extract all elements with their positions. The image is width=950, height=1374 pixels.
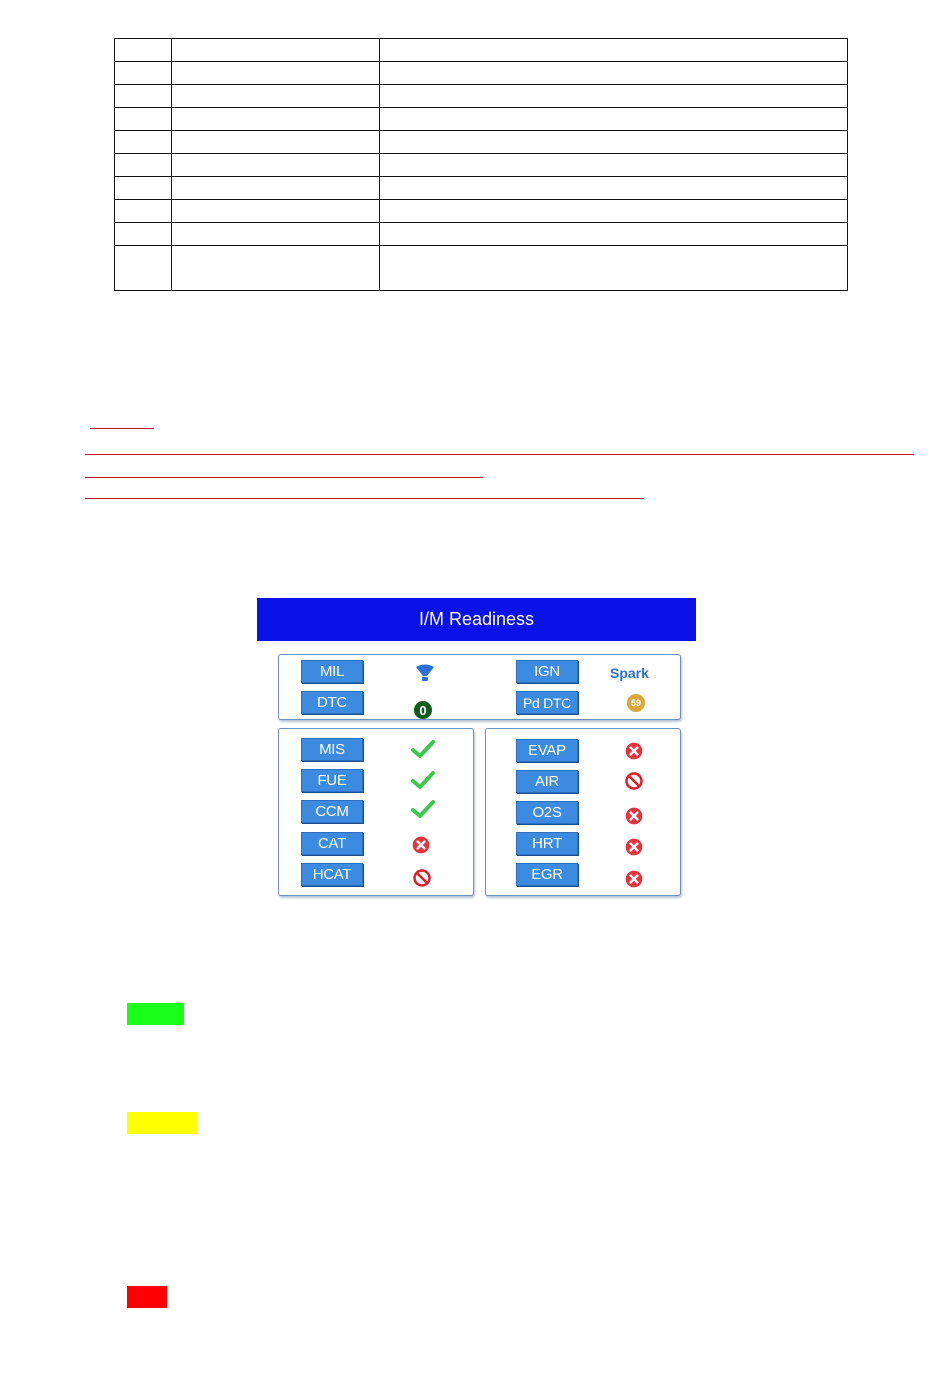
status-panel bbox=[278, 654, 681, 720]
table-row bbox=[115, 177, 848, 200]
check-icon bbox=[411, 737, 435, 761]
table-row bbox=[115, 200, 848, 223]
incomplete-x-icon bbox=[624, 741, 644, 761]
table-row bbox=[115, 108, 848, 131]
evap-tag: EVAP bbox=[516, 739, 578, 762]
table-row bbox=[115, 85, 848, 108]
ign-value: Spark bbox=[610, 665, 649, 681]
incomplete-x-icon bbox=[624, 806, 644, 826]
egr-tag: EGR bbox=[516, 863, 578, 886]
ccm-tag: CCM bbox=[301, 800, 363, 823]
check-icon bbox=[411, 797, 435, 821]
incomplete-x-icon bbox=[624, 837, 644, 857]
red-underline-medium bbox=[85, 477, 483, 478]
red-swatch bbox=[127, 1286, 167, 1308]
check-icon bbox=[411, 768, 435, 792]
green-swatch bbox=[127, 1003, 184, 1025]
hcat-tag: HCAT bbox=[301, 863, 363, 886]
not-supported-icon bbox=[624, 771, 644, 791]
im-readiness-screen bbox=[257, 598, 696, 902]
pd-dtc-tag: Pd DTC bbox=[516, 691, 578, 714]
pd-dtc-count-badge: 59 bbox=[627, 694, 645, 712]
red-underline-full bbox=[85, 454, 914, 455]
fue-tag: FUE bbox=[301, 769, 363, 792]
o2s-tag: O2S bbox=[516, 801, 578, 824]
table-row bbox=[115, 39, 848, 62]
monitors-panel-right bbox=[485, 728, 681, 896]
dtc-tag: DTC bbox=[301, 691, 363, 714]
not-supported-icon bbox=[412, 868, 432, 888]
table-row bbox=[115, 246, 848, 291]
table-row bbox=[115, 131, 848, 154]
monitors-panel-left bbox=[278, 728, 474, 896]
table-row bbox=[115, 62, 848, 85]
incomplete-x-icon bbox=[411, 835, 431, 855]
yellow-swatch bbox=[127, 1112, 197, 1134]
hrt-tag: HRT bbox=[516, 832, 578, 855]
cat-tag: CAT bbox=[301, 832, 363, 855]
ign-tag: IGN bbox=[516, 660, 578, 683]
table-row bbox=[115, 154, 848, 177]
mil-tag: MIL bbox=[301, 660, 363, 683]
screen-title: I/M Readiness bbox=[257, 598, 696, 641]
red-underline-short bbox=[90, 428, 154, 429]
empty-table bbox=[114, 38, 848, 291]
air-tag: AIR bbox=[516, 770, 578, 793]
incomplete-x-icon bbox=[624, 869, 644, 889]
red-underline-long bbox=[85, 498, 644, 499]
dtc-count-badge: 0 bbox=[414, 701, 432, 719]
mis-tag: MIS bbox=[301, 738, 363, 761]
table-row bbox=[115, 223, 848, 246]
mil-lamp-icon bbox=[413, 661, 437, 685]
